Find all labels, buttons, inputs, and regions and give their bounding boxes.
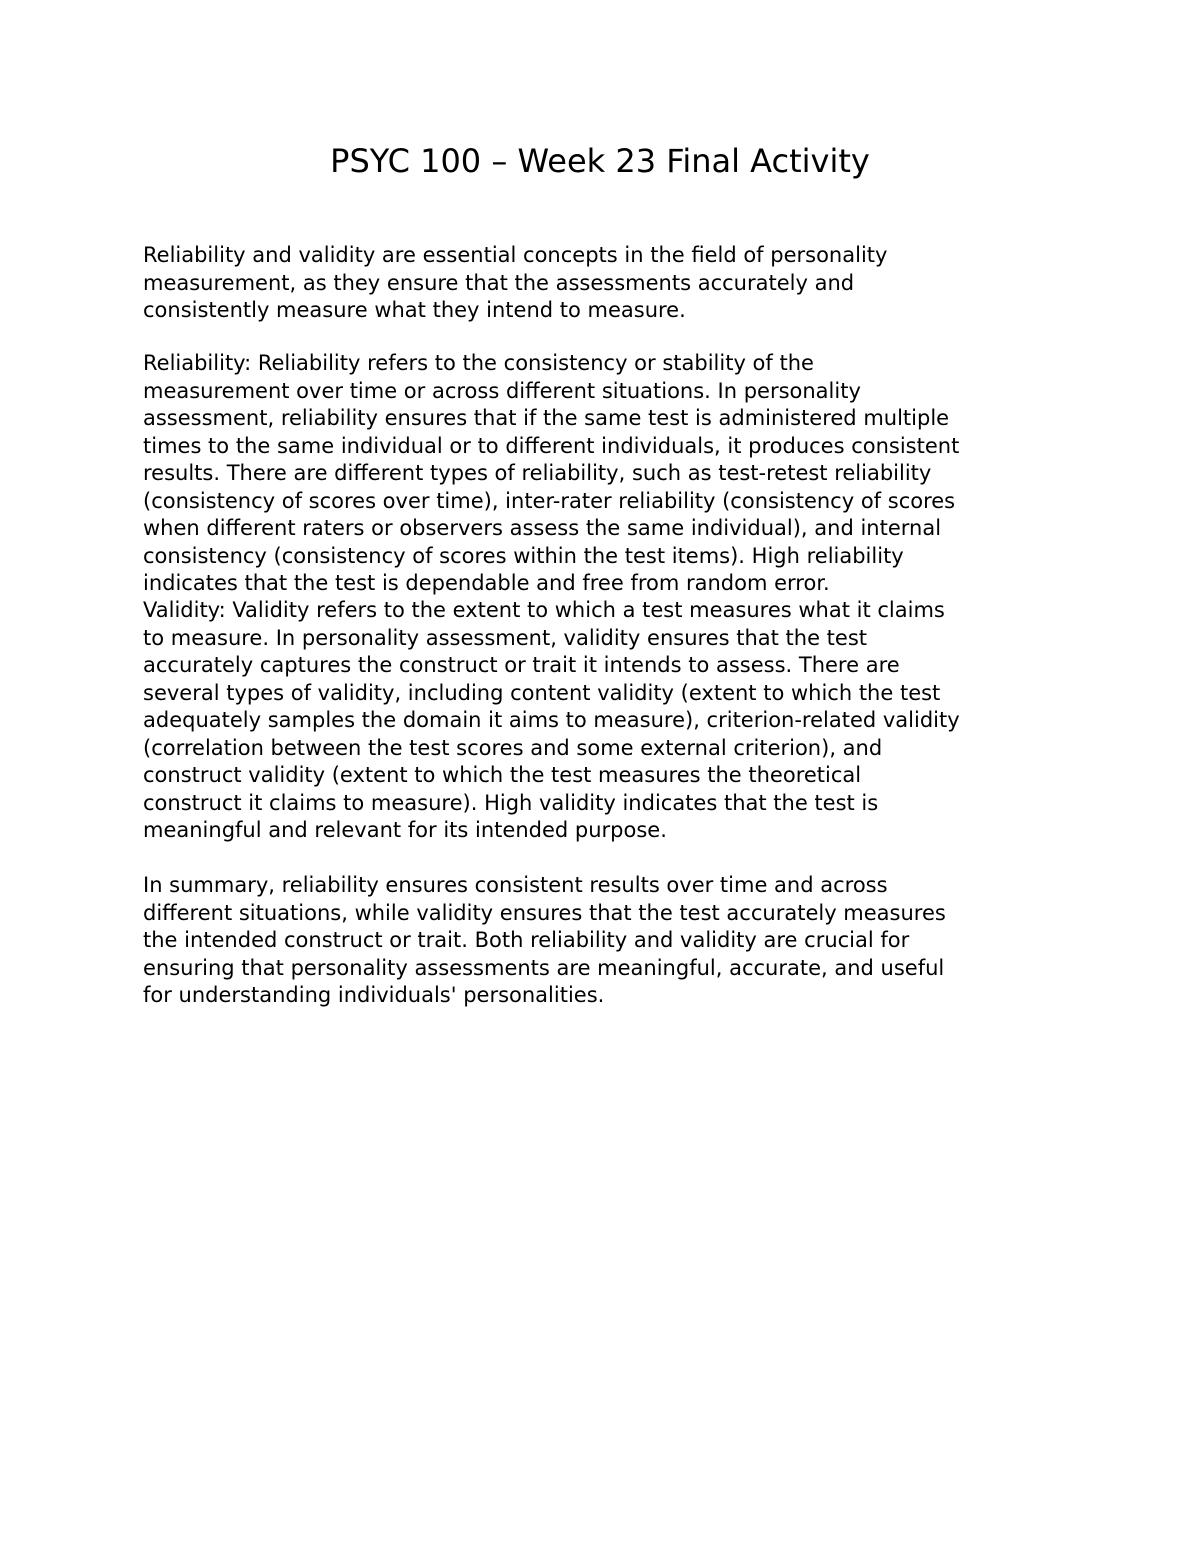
paragraph-reliability — [143, 350, 1083, 598]
text-line: results. There are different types of reliability, such as test-retest reliability — [143, 461, 932, 485]
text-line: several types of validity, including content validity (extent to which the test — [143, 680, 941, 705]
text-line: adequately samples the domain it aims to measure), criterion-related validity — [143, 708, 960, 732]
text-line: the intended construct or trait. Both reliability and validity are crucial for — [143, 928, 910, 952]
text-line: Reliability and validity are essential concepts in the field of personality — [143, 243, 888, 267]
text-line: In summary, reliability ensures consistent results over time and across — [143, 873, 888, 897]
text-line: when different raters or observers assess the same individual), and internal — [143, 516, 942, 540]
document-title: PSYC 100 – Week 23 Final Activity — [330, 142, 870, 180]
text-line: Validity: Validity refers to the extent to which a test measures what it claims — [143, 598, 945, 622]
text-line: for understanding individuals' personalities. — [143, 983, 605, 1007]
text-line: meaningful and relevant for its intended purpose. — [143, 818, 667, 842]
text-line: to measure. In personality assessment, validity ensures that the test — [143, 625, 867, 650]
text-line: consistently measure what they intend to measure. — [143, 298, 686, 322]
text-line: construct validity (extent to which the test measures the theoretical — [143, 763, 862, 787]
text-line: different situations, while validity ensures that the test accurately measures — [143, 900, 946, 925]
text-line: measurement, as they ensure that the assessments accurately and — [143, 270, 855, 295]
paragraph-validity — [143, 597, 1083, 845]
text-line: ensuring that personality assessments are meaningful, accurate, and useful — [143, 955, 945, 980]
text-line: (consistency of scores over time), inter-rater reliability (consistency of scores — [143, 488, 956, 513]
text-line: indicates that the test is dependable and free from random error. — [143, 571, 830, 595]
text-line: construct it claims to measure). High validity indicates that the test is — [143, 790, 879, 815]
text-line: consistency (consistency of scores within the test items). High reliability — [143, 543, 904, 568]
paragraph-summary — [143, 872, 1083, 1010]
text-line: accurately captures the construct or trait it intends to assess. There are — [143, 653, 900, 677]
text-line: (correlation between the test scores and some external criterion), and — [143, 735, 883, 760]
paragraph-intro — [143, 242, 1083, 325]
text-line: assessment, reliability ensures that if the same test is administered multiple — [143, 406, 950, 430]
text-line: Reliability: Reliability refers to the consistency or stability of the — [143, 351, 814, 375]
text-line: times to the same individual or to different individuals, it produces consistent — [143, 433, 960, 458]
text-line: measurement over time or across different situations. In personality — [143, 378, 861, 403]
